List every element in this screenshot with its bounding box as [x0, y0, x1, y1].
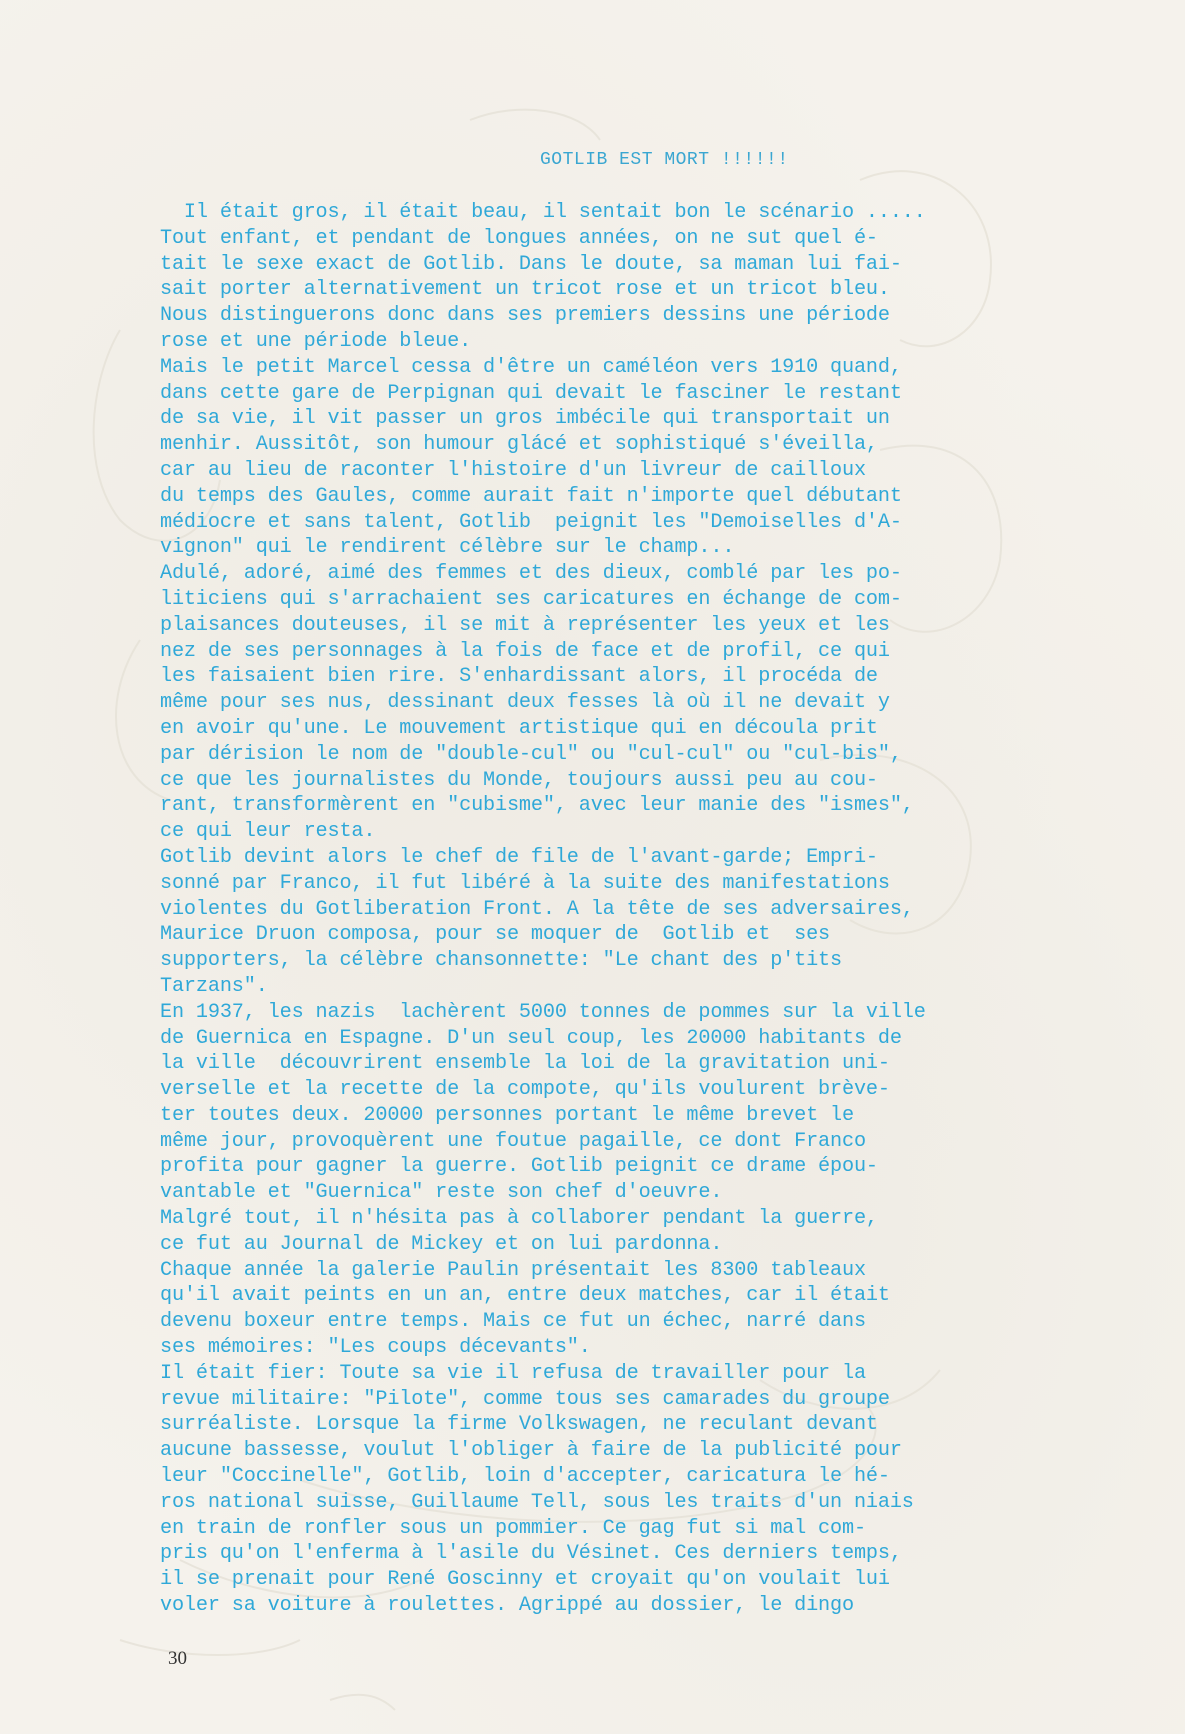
text-line: pris qu'on l'enferma à l'asile du Vésinet. Ces derniers temps,: [160, 1542, 902, 1566]
text-line: Il était gros, il était beau, il sentait bon le scénario .....: [160, 201, 926, 224]
text-line: en avoir qu'une. Le mouvement artistique qui en découla prit: [160, 716, 878, 740]
text-line: la ville découvrirent ensemble la loi de la gravitation uni-: [160, 1052, 890, 1076]
text-line: il se prenait pour René Goscinny et croyait qu'on voulait lui: [160, 1568, 890, 1592]
text-line: Mais le petit Marcel cessa d'être un caméléon vers 1910 quand,: [160, 355, 902, 379]
page-number: 30: [168, 1648, 187, 1669]
text-line: Tarzans".: [160, 974, 268, 998]
text-line: ros national suisse, Guillaume Tell, sous les traits d'un niais: [160, 1490, 914, 1514]
text-line: même pour ses nus, dessinant deux fesses là où il ne devait y: [160, 691, 890, 715]
text-line: rose et une période bleue.: [160, 329, 472, 353]
text-line: Nous distinguerons donc dans ses premiers dessins une période: [160, 304, 890, 328]
text-line: sonné par Franco, il fut libéré à la suite des manifestations: [160, 871, 890, 895]
text-line: en train de ronfler sous un pommier. Ce gag fut si mal com-: [160, 1516, 866, 1540]
text-line: médiocre et sans talent, Gotlib peignit les "Demoiselles d'A-: [160, 510, 902, 534]
text-line: Maurice Druon composa, pour se moquer de Gotlib et ses: [160, 923, 831, 947]
text-line: du temps des Gaules, comme aurait fait n'importe quel débutant: [160, 484, 902, 508]
text-line: ses mémoires: "Les coups décevants".: [160, 1336, 591, 1360]
text-line: leur "Coccinelle", Gotlib, loin d'accepter, caricatura le hé-: [160, 1465, 890, 1489]
text-line: qu'il avait peints en un an, entre deux matches, car il était: [160, 1284, 890, 1308]
text-line: voler sa voiture à roulettes. Agrippé au dossier, le dingo: [160, 1594, 854, 1618]
text-line: En 1937, les nazis lachèrent 5000 tonnes de pommes sur la ville: [160, 1000, 926, 1024]
text-line: Malgré tout, il n'hésita pas à collaborer pendant la guerre,: [160, 1207, 878, 1231]
text-line: violentes du Gotliberation Front. A la tête de ses adversaires,: [160, 897, 914, 921]
text-line: revue militaire: "Pilote", comme tous ses camarades du groupe: [160, 1387, 890, 1411]
document-body: [160, 200, 1000, 1619]
text-line: ce fut au Journal de Mickey et on lui pardonna.: [160, 1232, 723, 1256]
text-line: car au lieu de raconter l'histoire d'un livreur de cailloux: [160, 458, 866, 482]
text-line: liticiens qui s'arrachaient ses caricatures en échange de com-: [160, 587, 902, 611]
text-line: rant, transformèrent en "cubisme", avec leur manie des "ismes",: [160, 794, 914, 818]
text-line: Il était fier: Toute sa vie il refusa de travailler pour la: [160, 1361, 866, 1385]
text-line: Chaque année la galerie Paulin présentait les 8300 tableaux: [160, 1258, 866, 1282]
document-title: GOTLIB EST MORT !!!!!!: [540, 150, 789, 170]
text-line: de Guernica en Espagne. D'un seul coup, les 20000 habitants de: [160, 1026, 902, 1050]
text-line: devenu boxeur entre temps. Mais ce fut un échec, narré dans: [160, 1310, 866, 1334]
text-line: menhir. Aussitôt, son humour glácé et sophistiqué s'éveilla,: [160, 433, 878, 457]
text-line: vignon" qui le rendirent célèbre sur le champ...: [160, 536, 735, 560]
text-line: Tout enfant, et pendant de longues années, on ne sut quel é-: [160, 226, 878, 250]
text-line: ce qui leur resta.: [160, 820, 376, 844]
text-line: Gotlib devint alors le chef de file de l'avant-garde; Empri-: [160, 845, 878, 869]
text-line: par dérision le nom de "double-cul" ou "cul-cul" ou "cul-bis",: [160, 742, 902, 766]
text-line: surréaliste. Lorsque la firme Volkswagen, ne reculant devant: [160, 1413, 878, 1437]
text-line: ter toutes deux. 20000 personnes portant le même brevet le: [160, 1103, 854, 1127]
text-line: aucune bassesse, voulut l'obliger à faire de la publicité pour: [160, 1439, 902, 1463]
text-line: de sa vie, il vit passer un gros imbécile qui transportait un: [160, 407, 890, 431]
text-line: Adulé, adoré, aimé des femmes et des dieux, comblé par les po-: [160, 562, 902, 586]
text-line: profita pour gagner la guerre. Gotlib peignit ce drame épou-: [160, 1155, 878, 1179]
text-line: plaisances douteuses, il se mit à représenter les yeux et les: [160, 613, 890, 637]
text-line: les faisaient bien rire. S'enhardissant alors, il procéda de: [160, 665, 878, 689]
text-line: ce que les journalistes du Monde, toujours aussi peu au cou-: [160, 768, 878, 792]
text-line: sait porter alternativement un tricot rose et un tricot bleu.: [160, 278, 890, 302]
text-line: dans cette gare de Perpignan qui devait le fasciner le restant: [160, 381, 902, 405]
text-line: même jour, provoquèrent une foutue pagaille, ce dont Franco: [160, 1129, 866, 1153]
text-line: verselle et la recette de la compote, qu'ils voulurent brève-: [160, 1078, 890, 1102]
text-line: supporters, la célèbre chansonnette: "Le chant des p'tits: [160, 949, 842, 973]
text-line: vantable et "Guernica" reste son chef d'oeuvre.: [160, 1181, 723, 1205]
text-line: nez de ses personnages à la fois de face et de profil, ce qui: [160, 639, 890, 663]
text-line: tait le sexe exact de Gotlib. Dans le doute, sa maman lui fai-: [160, 252, 902, 276]
